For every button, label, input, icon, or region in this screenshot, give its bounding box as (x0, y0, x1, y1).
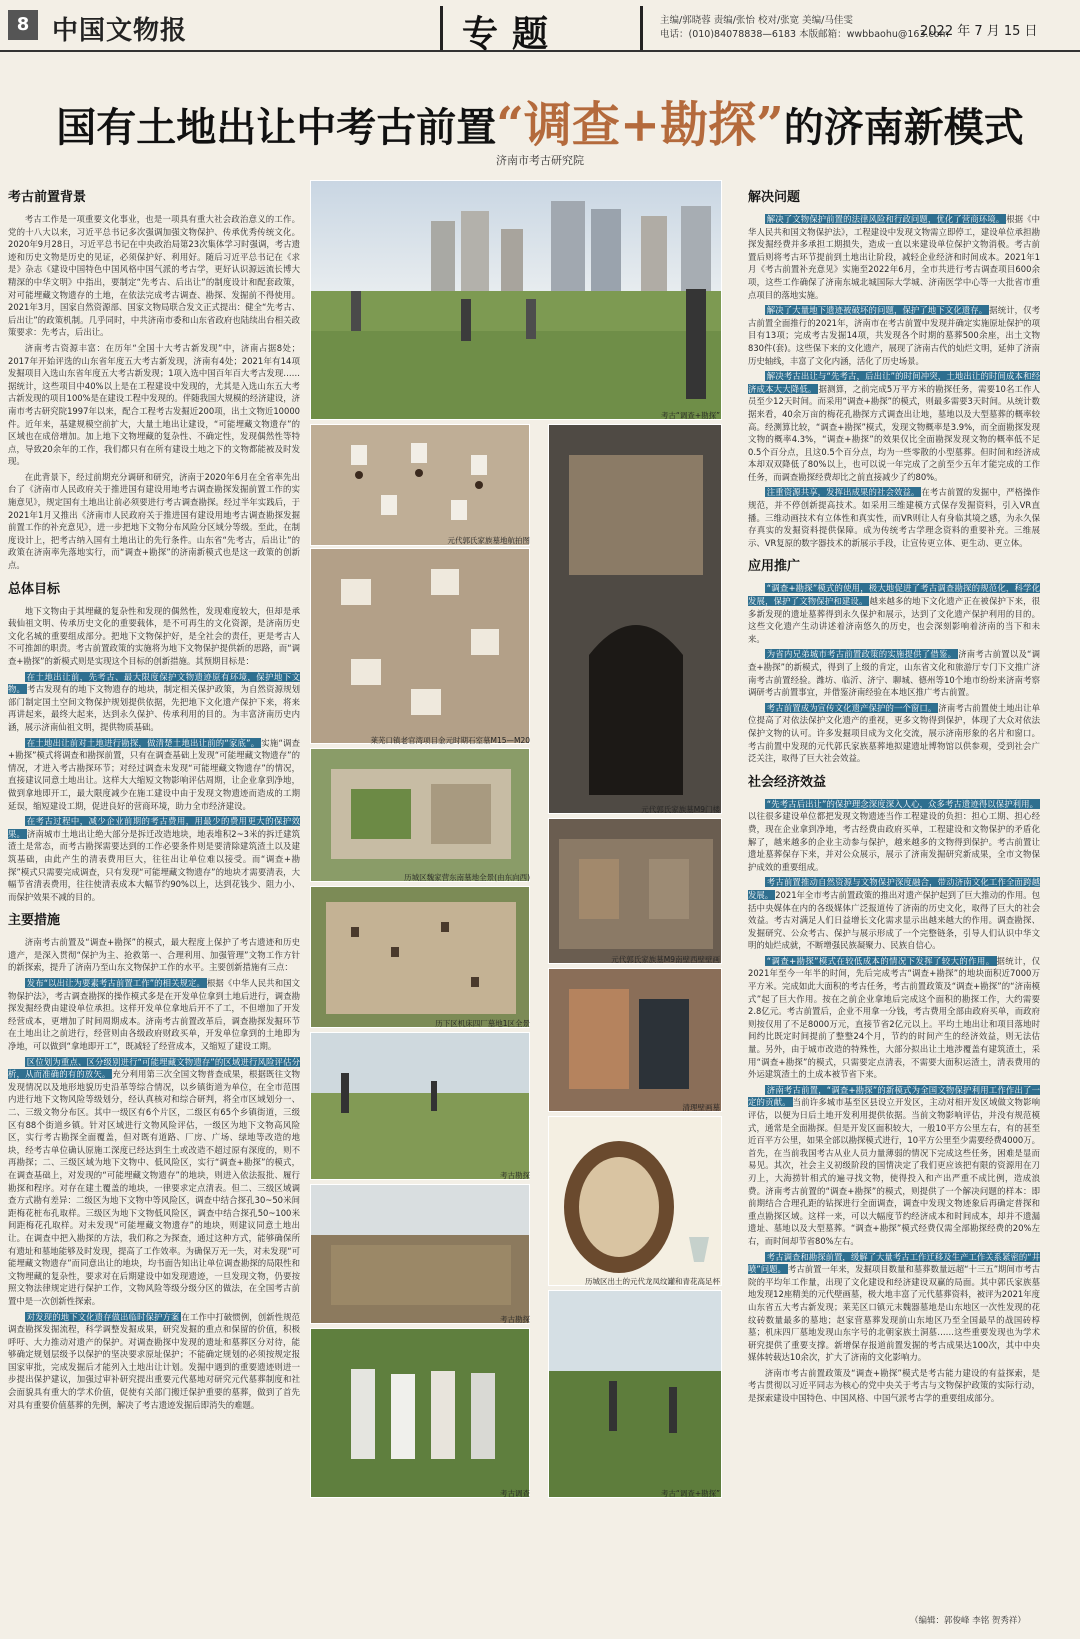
photo-tomb-aerial (310, 424, 530, 546)
heading-measures: 主要措施 (8, 913, 61, 929)
article-title (0, 86, 1080, 155)
paragraph: 充分利用第三次全国文物普查成果，根据既往文物发现情况以及地形地貌历史沿革等综合情况，以乡镇街道为单位，在全市范围内进行地下文物风险等级划分，经认真核对和综合研判，将全市区域划分一、二、三级文物分布区。其中一级区有6个片区，二级区有65个乡镇街道，三级区有88个街道乡镇。针对区域进行文物风险评估，一级区为地下文物高风险区，实行考古勘探全面覆盖，但对既有道路、厂房、广场、绿地等改造的地块，经考古单位确认原施工深度已经达到生土或改造不超过原有深度的，则不再勘探；二、三级区域为地下文物中、低风险区，实行“调查+勘探”的模式，在调查基础上，对发现的“可能埋藏文物遗存”的地块，则进入依法报批、履行勘探和程序。对存在建土覆盖的地块，一律要求定点清表。但二、三级区域调查方式勘有差异：二级区为地下文物中等风险区，调查中结合探孔30~50米间距梅花桩布孔取样。三级区为地下文物低风险区，调查中结合探孔50~100米间距梅花孔取样。对未发现“可能埋藏文物遗存”的地块，则建议同意土地出让。在调查中把入勘探的方法，我们称之为探查，通过这种方式，能够确保所有遗址和墓地能够及时发现，提高了工作效率。为确保万无一失，对未发现“可能埋藏文物遗存”而同意出让的地块，均书面告知出让单位调查勘探的局限性和文物埋藏的复杂性，要求对在后期建设中如发现遗迹，一旦发现文物，仍要按照文物法律规定进行保护工作，文物风险等级分级分区的做法，在全国考古前置中是一次创新性探索。 (8, 1069, 300, 1306)
paragraph: 考古工作是一项重要文化事业，也是一项具有重大社会政治意义的工作。党的十八大以来，习近平总书记多次强调加强文物保护、传承优秀传统文化。2020年9月28日，习近平总书记在中央政治局第23次集体学习时强调，考古遗迹和历史文物是历史的见证，必须保护好、利用好。随后习近平总书记在《求是》杂志《建设中国特色中国风格中国气派的考古学，更好认识源远流长博大精深的中华文明》中指出，要制定“先考古、后出让”的制度设计和配套政策，对可能埋藏文物遗存的土地，在依法完成考古调查、勘探、发掘前不得使用。2021年3月，国家自然资源部、国家文物局联合发文正式提出：健全“先考古、后出让”的政策机制。几乎同时，中共济南市委和山东省政府也陆续出台相关政策要求：先考古，后出让。 (8, 214, 300, 338)
highlight-text: 对发现的地下文化遗存做出临时保护方案 (26, 1311, 180, 1322)
paragraph: 以往很多建设单位都把发现文物遗迹当作工程建设的负担：担心工期、担心经费，现在企业拿到净地，考古经费由政府买单，工程建设和文物保护的矛盾化解了，越来越多的企业主动参与保护，越来越多的文物得到保护。考古前置让遗址墓葬保存下来，并对公众展示，展示了济南发掘研究新成果，全市文物保护成效的重要组成。 (748, 811, 1040, 872)
photo-caption: 元代郭氏家族墓M9门楼 (641, 805, 720, 814)
photo-soil-probing (310, 1184, 530, 1324)
contact-line: 电话：(010)84078838—6183 本版邮箱：wwbbaohu@163.com (660, 29, 949, 40)
photo-cleaning-mural (548, 968, 722, 1112)
heading-application: 应用推广 (748, 559, 801, 575)
newspaper-name: 中国文物报 (52, 16, 188, 46)
highlight-text: 在土地出让前，先考古、最大限度保护文物遗迹原有环境，保护地下文物。 (8, 671, 300, 695)
paragraph: 地下文物由于其埋藏的复杂性和发现的偶然性，发现难度较大，但却是承载仙祖文明、传承历史文化的重要载体，是不可再生的文化资源，是济南历史文化名城的重要组成部分。把地下文物保护好，是全社会的责任，更是考古人不可推卸的职责。考古前置政策的实施将为地下文物保护提供新的思路，而“调查+勘探”的新模式则是实现这个目标的创新措施。其预期目标是： (8, 605, 300, 666)
paragraph: 济南考古资源丰富：在历年“全国十大考古新发现”中，济南占据8处；2017年开始评选的山东省年度五大考古新发现，济南有4处；2021年有14项发掘项目入选山东省年度五大考古新发现；1项入选中国百年百大考古发现……据统计，这些项目中40%以上是在工程建设中发现的，尤其是入选山东五大考古新发现的项目100%是在建设工程中发现的。伴随我国大规模的经济建设，济南市考古研究院1997年以来，配合工程考古发掘近200项，出土文物近10000件。近年来，基建规模空前扩大，大量土地出让建设，“可能埋藏文物遗存”的区域也在成倍增加。加上地下文物埋藏的复杂性、不确定性，发现偶然性等特点，导致20余年的工作，我们都只有在所有建设土地之下的文物都能被及时发现。 (8, 342, 300, 467)
section-title: 专题 (462, 14, 563, 55)
title-part-2: 的济南新模式 (783, 104, 1024, 151)
paragraph: 据统计，仅考古前置全面推行的2021年，济南市在考古前置中发现并确定实施原址保护的项目有13项；完成考古发掘14项，共发现各个时期的墓葬500余座，出土文物830件(套)。这些保下来的文化遗产，展现了济南古代的灿烂文明，延伸了济南历史轴线，丰富了文化内涵，活化了历史场景。 (748, 305, 1040, 366)
photo-caption: 清理壁画墓 (682, 1103, 720, 1112)
paragraph: 据统计，仅2021年至今一年半的时间，先后完成考古“调查+勘探”的地块面积近7000万平方米。完成如此大面积的考古任务，考古前置政策及“调查+勘探”的“济南模式”起了巨大作用。按在之前企业拿地后完成这个面积的勘探工作，大约需要2.8亿元。考古前置后，企业不用拿一分钱，考古费用全部由政府买单，而政府则按仅用了不足8000万元，直接节省2亿元以上。平均土地出让和项目落地时间约比既定时间提前了整整24个月，节约的时间产生的经济效益，则无法估量。另外，由于城市改造的特殊性，大部分拟出让土地涉覆盖有建筑渣土，采用“调查+勘探”的模式，只需要定点清表，不需要大面积运渣土，清表费用的外运建筑渣土的土成本被节省下来。 (748, 955, 1040, 1080)
paragraph: 在工作中打破惯例，创新性规范调查勘探发掘流程，科学调整发掘成果，研究发掘的重点和保留的价值，积极呼吁、大力推动对遗产的保护。对调查勘探中发现的遗址和墓葬区分对待，能够确定规划层级予以保护的坚决要求原址保护；不能确定规划的必须按规定报国家审批，完成发掘后才能列入土地出让计划。发掘中遇到的重要遗迹则进一步提出保护建议，加强过审补研究提出重要元代墓地对研究元代墓葬制度和社会面貌具有重大的学术价值，促使有关部门搬迁保护重要的墓葬，做到了首先对具有重要价值墓葬的先例，解决了考古遗迹发掘后即消失的难题。 (8, 1311, 300, 1410)
highlight-text: 在考古过程中，减少企业前期的考古费用，用最少的费用更大的保护效果。 (8, 816, 300, 839)
masthead (0, 0, 1080, 55)
paragraph: 济南考古前置以及“调查+勘探”的新模式，得到了上级的肯定，山东省文化和旅游厅专门下文推广济南考古前置经验。潍坊、临沂、济宁、聊城、德州等10个地市纷纷来济南考察调研考古前置事宜，并借鉴济南经验在本地区推广考古前置。 (748, 649, 1040, 698)
highlight-text: 考古调查和勘探前置，缓解了大量考古工作迁移及生产工作关系紧密的“井喷”问题。 (748, 1251, 1040, 1275)
paragraph: 济南市考古前置政策及“调查+勘探”模式是考古能力建设的有益探索，是考古贯彻以习近平同志为核心的党中央关于考古与文物保护政策的实际行动，是探索建设中国特色、中国风格、中国气派考古学的重要组成部分。 (748, 1367, 1040, 1404)
highlight-text: 发布“以出让为要素考古前置工作”的相关规定。 (26, 978, 205, 989)
paragraph: 据测算，之前完成5万平方米的勘探任务，需要10名工作人员至少12天时间。而采用“调查+勘探”的模式，则最多需要3天时间。从统计数据来看，40余万亩的梅花孔勘探方式调查出让地，墓地以及大型墓葬的概率较高。经测算比较，“调查+勘探”模式，发现文物概率是3.9%，而全面勘探发现文物的概率4.3%，“调查+勘探”的效果仅比全面勘探发现文物的概率低不足0.5个百分点，且这0.5个百分点，均为一些零散的小型墓葬。但时间和经济成本却双双降低了80%以上，也可以说一年完成了之前至少五年才能完成的工作任务，而调查勘探经费却比之前直接减少了约80%。 (748, 383, 1040, 482)
photo-caption: 历下区机床四厂墓地1区全景 (435, 1019, 530, 1028)
photo-ceramic-jar (548, 1116, 722, 1286)
photo-excavation-site (310, 748, 530, 882)
title-part-1: 国有土地出让中考古前置 (56, 104, 497, 151)
highlight-text: 考古前置推动自然资源与文物保护深度融合，带动济南文化工作全面跨越发展。 (748, 877, 1040, 900)
highlight-text: 为省内兄弟城市考古前置政策的实施提供了借鉴。 (766, 649, 957, 660)
photo-field-survey (548, 1290, 722, 1498)
photo-tomb-gate (548, 424, 722, 814)
highlight-text: 注重资源共享，发挥出成果的社会效益。 (766, 487, 920, 498)
photo-survey-team (310, 1328, 530, 1498)
paragraph: 济南城市土地出让绝大部分是拆迁改造地块，地表堆积2~3米的拆迁建筑渣土是常态，而考古勘探需要达到的工作必要条件则是要清除建筑渣土以及建筑基础，由此产生的清表费用巨大，往往出让单位难以接受。而“调查+勘探”模式只需要完成调查，只有发现“可能埋藏文物遗存”的地块才需要清表，大幅节省清表费用，往往使清表成本大幅节约90%以上，达到花钱少、阻力小、而保护效果不减的目的。 (8, 828, 300, 902)
highlight-text: “先考古后出让”的保护理念深度深入人心，众多考古遗迹得以保护利用。 (766, 798, 1038, 809)
right-column (748, 180, 1040, 1610)
photo-caption: 元代郭氏家族墓M9南壁西壁壁画 (611, 955, 720, 964)
paragraph: 济南考古前置及“调查+勘探”的模式，最大程度上保护了考古遗迹和历史遗产，是深入贯彻“保护为主、抢救第一、合理利用、加强管理”文物工作方针的新探索，提升了济南乃至山东文物保护工作的水平。主要创新措施有三点： (8, 937, 300, 973)
paragraph: 2021年全市考古前置政策的推出对遗产保护起到了巨大推动的作用。包括中央媒体在内的各级媒体广泛报道传了济南的历史文化，取得了巨大的社会效益。考古对满足人们日益增长文化需求显示出越来越大的作用。调查勘探、发掘研究、公众考古、保护与展示形成了一个完整链条，引导人们认识中华文明的灿烂成就，不断增强民族凝聚力、民族自信心。 (748, 889, 1040, 951)
heading-solutions: 解决问题 (748, 190, 801, 205)
highlight-text: 考古前置成为宣传文化遗产保护的一个窗口。 (766, 702, 937, 713)
photo-caption: 莱芜口镇老官湾项目金元时期石室墓M15—M20 (370, 736, 530, 745)
highlight-text: “调查+勘探”模式在较低成本的情况下发挥了较大的作用。 (766, 955, 995, 966)
page-number: 8 (8, 10, 38, 40)
paragraph: 当前许多城市基至区县设立开发区，主动对相开发区域做文物影响评估，以便为日后土地开发利用提供依据。当前文物影响评估，并没有规范模式，通常是全面勘探。但是开发区面积较大，一般10平方公里左右，有的甚至近百平方公里，如果全部以勘探模式进行，10平方公里至少需要经费4000万。首先，在当前我国考古从业人员力量薄弱的情况下完成这些任务，困难是显而易见。其次，社会主义初级阶段的国情决定了我们更应该把有限的资源用在刀刃上，大海捞针相式的遍寻找文物，使得投入和产出严重不成比例，造成浪费。济南考古前置的“调查+勘探”的模式，则提供了一个解决问题的样本：即前期结合合理孔距的钻探进行全面调查，调查中发现文物迹象后再确定普探和重点勘探区域。这样一来，可以大幅度节约经济成本和时间成本，却并不遗漏遗址、墓地以及大型墓葬。“调查+勘探”模式经费仅需全部勘探经费的20%左右，而时间却节省80%左右。 (748, 1097, 1040, 1246)
photo-survey-field (310, 180, 722, 420)
photo-cemetery-zone (310, 886, 530, 1028)
highlight-text: 解决考古出让与“先考古，后出让”的时间冲突，土地出让的时间成本和经济成本大大降低。 (748, 371, 1040, 394)
editor-info (660, 14, 949, 42)
highlight-text: 解决了大量地下遗迹被破坏的问题，保护了地下文化遗存。 (766, 305, 988, 316)
editor-line: 主编/郭晓蓉 责编/张怡 校对/张宽 美编/马佳雯 (660, 15, 853, 26)
highlight-text: 解决了文物保护前置的法律风险和行政问题，优化了营商环境。 (766, 214, 1005, 224)
paragraph: 考古前置一年来，发掘项目数量和墓葬数量远超“十三五”期间市考古院的平均年工作量，出现了文化建设和经济建设双赢的局面。其中郭氏家族墓地发现12座精美的元代壁画墓，极大地丰富了元代墓葬资料，被评为2021年度山东省五大考古新发现；莱芜区口镇元末魏器墓地是山东地区一次性发现的花纹砖数量最多的墓地；赵家营墓葬发现前山东地区乃至全国最早的战国砖椁墓；机床四厂墓地发现山东字号的北朝家族土洞墓……这些重要发现也为学术研究提供了重要支撑。新增保存报道前置发掘的考古成果达100次，其中中央媒体转载达10余次，扩大了济南的文化影响力。 (748, 1264, 1040, 1363)
photo-caption: 考古勘探 (500, 1171, 530, 1180)
paragraph: 实施“调查+勘探”模式将调查和勘探前置，只有在调查基础上发现“可能埋藏文物遗存”的情况，才进入考古勘探环节；对经过调查未发现“可能埋藏文物遗存”的情况，直接建议同意土地出让。这样大大缩短文物影响评估周期，让企业拿到净地，做到拿地即开工，最大限度减少在施工建设中由于发现文物遗迹而造成的工期延误，缩短建设工期，促进良好的营商环境，助力全市经济建设。 (8, 737, 300, 811)
paragraph: 根据《中华人民共和国文物保护法》，工程建设中发现文物需立即停工，建设单位承担勘探发掘经费并多承担工期损失，造成一直以来建设单位保护文物消极。考古前置后则将考古环节提前到土地出让阶段，减轻企业经济和时间成本。2021年1月《考古前置补充意见》实施至2022年6月，全市共进行考古调查项目600余项，这些工作确保了济南东城北城国际大学城、济南医学中心等一大批省市重点项目的落地实施。 (748, 214, 1040, 300)
highlight-text: “调查+勘探”模式的使用，极大地促进了考古调查勘探的规范化，科学化发展，保护了文物保护和建设。 (748, 583, 1040, 607)
title-highlight: “调查+勘探” (496, 97, 784, 153)
photo-caption: 考古调查 (500, 1489, 530, 1498)
photo-mural (548, 818, 722, 964)
photo-stone-tombs (310, 548, 530, 744)
photo-caption: 考古勘探 (500, 1315, 530, 1324)
photo-caption: 历城区魏家营东南墓地全景(由东向西) (404, 873, 530, 882)
heading-goals: 总体目标 (8, 581, 61, 597)
photo-caption: 考古“调查+勘探” (660, 1489, 720, 1498)
issue-date: 2022 年 7 月 15 日 (920, 24, 1038, 39)
paragraph: 根据《中华人民共和国文物保护法》，考古调查勘探的操作模式多是在开发单位拿到土地后进行，调查勘探发掘经费由建设单位承担。这样开发单位拿地后开不了工，不但增加了开发经营成本，更增加了时间周期成本。济南考古前置改革后，调查勘探发掘环节在土地出让之前进行，经营则由各级政府财政买单，开发单位拿到的土地即为净地，可以做到“拿地即开工”，既减轻了经营成本，又缩短了建设工期。 (8, 978, 300, 1052)
paragraph: 济南考古前置使土地出让单位提高了对依法保护文化遗产的重视，更多文物得到保护，体现了大众对依法保护文物的认可。许多发掘项目成为文化交流，展示济南形象的名片和窗口。考古前置中发现的元代郭氏家族墓葬地拟建遗址博物馆以供参观，受到社会广泛关注，取得了巨大社会效益。 (748, 702, 1040, 764)
photo-caption: 元代郭氏家族墓地航拍图 (447, 536, 530, 545)
paragraph: 在考古前置的发掘中，严格操作规范，并不停创新提高技术。如采用三维建模方式保存发掘资料，引入VR直播。三维动画技术有立体性和真实性，而VR则让人有身临其境之感，为永久保存真实的发掘资料提供保障。成为传统考古学理念资料的重要补充。三维展示、VR复原的数字器技术的新展示手段，让宣传更立体、更生动、更立体。 (748, 487, 1040, 548)
divider (640, 6, 643, 50)
highlight-text: 区位划为重点、区分级别进行“可能埋藏文物遗存”的区域进行风险评估分析，从而准确的有的放矢。 (8, 1056, 300, 1080)
heading-background: 考古前置背景 (8, 190, 87, 205)
paragraph: 越来越多的地下文化遗产正在被保护下来，很多新发现的遗址墓葬得到永久保护和展示，达到了文化遗产保护利用的目的。这些文化遗产生动讲述着济南悠久的历史，也会深刻影响着济南的当下和未来。 (748, 596, 1040, 644)
highlight-text: 济南考古前置，“调查+勘探”的新模式为全国文物保护利用工作作出了一定的贡献。 (748, 1084, 1040, 1108)
photo-field-probing (310, 1032, 530, 1180)
highlight-text: 在土地出让前对土地进行勘探，做清楚土地出让前的“家底”。 (26, 737, 260, 748)
paragraph: 考古发现有的地下文物遗存的地块，制定相关保护政策，为自然资源规划部门制定国土空间文物保护规划提供依据，先把地下文化遗产保护下来，将来再讲起来，最终大起来，达到永久保护、传承利用的目的。为丰富济南历史内涵，展示济南仙祖文明，提供物质基础。 (8, 684, 300, 732)
photo-caption: 考古“调查+勘探” (660, 411, 720, 420)
divider (440, 6, 443, 50)
paragraph: 在此背景下，经过前期充分调研和研究，济南于2020年6月在全省率先出台了《济南市人民政府关于推进国有建设用地考古调查勘探发掘前置工作的实施意见》，规定国有土地出让前必须要进行考古调查勘探。经过半年实践后，于2021年1月又推出《济南市人民政府关于推进国有建设用地考古调查勘探发掘前置工作的补充意见》，进一步把地下文物分布风险分区域分等级。至此，在制度设计上，把考古纳入国有土地出让的先行条件。山东省“先考古，后出让”的政策在济南率先落地实行，而“调查+勘探”的济南新模式也是这一政策的创新点。 (8, 471, 300, 571)
heading-benefits: 社会经济效益 (748, 774, 827, 790)
editor-credit: （编辑：郭俊峰 李铭 贺秀祥） (910, 1616, 1026, 1626)
photo-caption: 历城区出土的元代龙凤纹罐和青花高足杯 (585, 1277, 720, 1286)
byline: 济南市考古研究院 (496, 154, 584, 167)
left-column (8, 180, 300, 1610)
